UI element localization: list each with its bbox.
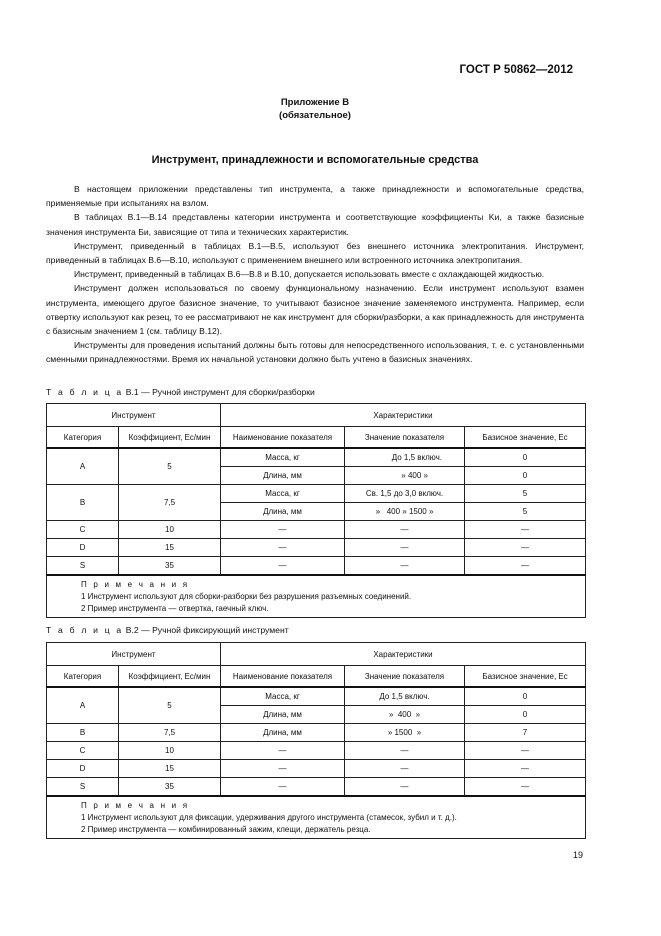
note-item: 1 Инструмент используют для фиксации, удерживания другого инструмента (стамесок, зубил и т. д.). — [81, 813, 457, 822]
table2-caption-text: В.2 — Ручной фиксирующий инструмент — [125, 625, 289, 635]
table1-caption — [46, 387, 315, 397]
table1-col-base: Базисное значение, Ес — [465, 427, 586, 449]
table1-caption-text: В.1 — Ручной инструмент для сборки/разборки — [125, 387, 315, 397]
table2-caption — [46, 625, 289, 635]
cell-category: B — [47, 724, 119, 742]
cell-coefficient: 15 — [119, 539, 221, 557]
note-item: 2 Пример инструмента — комбинированный зажим, клещи, держатель резца. — [81, 825, 371, 834]
cell-base: 5 — [465, 485, 586, 503]
cell-value: До 1,5 включ. — [345, 448, 465, 467]
table-row — [47, 485, 586, 503]
cell-coefficient: 7,5 — [119, 724, 221, 742]
table1 — [46, 403, 586, 618]
cell-value: » 400 » — [345, 706, 465, 724]
table1-notes — [47, 575, 586, 618]
paragraph: Инструмент должен использоваться по своему функциональному назначению. Если инструмент используют взамен инструмента, имеющего другое базисное значение, то учитывают базисное значение заменяемого инструмента. Например, если отвертку используют как резец, то ее рассматривают не как инструмент для сборки/разборки, а как принадлежность для инструмента с базисным значением 1 (см. таблицу В.12). — [46, 283, 584, 337]
cell-value: » 400 » 1500 » — [345, 503, 465, 521]
table2-col-value: Значение показателя — [345, 666, 465, 688]
table-row — [47, 778, 586, 797]
intro-text — [46, 182, 584, 367]
table1-col-name: Наименование показателя — [221, 427, 345, 449]
cell-value: — — [345, 778, 465, 797]
cell-base: 5 — [465, 503, 586, 521]
cell-category: A — [47, 448, 119, 485]
table2-caption-prefix: Т а б л и ц а — [46, 625, 124, 635]
cell-coefficient: 10 — [119, 742, 221, 760]
document-code: ГОСТ Р 50862—2012 — [459, 64, 573, 76]
table1-group-characteristics: Характеристики — [221, 404, 586, 427]
table2-col-name: Наименование показателя — [221, 666, 345, 688]
cell-name: — — [221, 539, 345, 557]
table-row — [47, 521, 586, 539]
table-row — [47, 687, 586, 706]
cell-name: Масса, кг — [221, 448, 345, 467]
cell-base: 0 — [465, 467, 586, 485]
appendix-subtitle: (обязательное) — [279, 110, 351, 121]
table-row — [47, 742, 586, 760]
cell-category: D — [47, 539, 119, 557]
cell-name: Длина, мм — [221, 503, 345, 521]
paragraph: В настоящем приложении представлены тип инструмента, а также принадлежности и вспомогательные средства, применяемые при испытаниях на взлом. — [46, 184, 584, 209]
cell-value: — — [345, 557, 465, 576]
table-row — [47, 724, 586, 742]
cell-base: 0 — [465, 448, 586, 467]
cell-name: — — [221, 778, 345, 797]
cell-coefficient: 35 — [119, 778, 221, 797]
table2 — [46, 642, 586, 839]
cell-base: 0 — [465, 706, 586, 724]
table2-col-category: Категория — [47, 666, 119, 688]
table1-col-coefficient: Коэффициент, Ес/мин — [119, 427, 221, 449]
cell-base: — — [465, 521, 586, 539]
cell-coefficient: 35 — [119, 557, 221, 576]
cell-coefficient: 10 — [119, 521, 221, 539]
cell-base: — — [465, 742, 586, 760]
cell-value: » 400 » — [345, 467, 465, 485]
cell-value: — — [345, 539, 465, 557]
table2-col-base: Базисное значение, Ес — [465, 666, 586, 688]
paragraph: Инструмент, приведенный в таблицах В.1—В.5, используют без внешнего источника электропитания. Инструмент, приведенный в таблицах В.6—В.10, используют с применением внешнего или встроенного источника электропитания. — [46, 240, 584, 266]
cell-base: — — [465, 760, 586, 778]
cell-name: Масса, кг — [221, 687, 345, 706]
cell-category: D — [47, 760, 119, 778]
cell-value: — — [345, 521, 465, 539]
cell-coefficient: 15 — [119, 760, 221, 778]
cell-category: B — [47, 485, 119, 521]
table2-group-instrument: Инструмент — [47, 643, 221, 666]
cell-category: C — [47, 521, 119, 539]
table-row — [47, 539, 586, 557]
table1-col-value: Значение показателя — [345, 427, 465, 449]
section-title: Инструмент, принадлежности и вспомогательные средства — [151, 154, 479, 166]
table-row — [47, 760, 586, 778]
cell-name: Масса, кг — [221, 485, 345, 503]
cell-name: Длина, мм — [221, 467, 345, 485]
cell-coefficient: 5 — [119, 687, 221, 724]
table2-group-characteristics: Характеристики — [221, 643, 586, 666]
cell-category: S — [47, 778, 119, 797]
paragraph: В таблицах В.1—В.14 представлены категории инструмента и соответствующие коэффициенты Kи, а также базисные значения инструмента Би, зависящие от типа и технических характеристик. — [46, 212, 584, 237]
cell-value: — — [345, 742, 465, 760]
cell-name: — — [221, 557, 345, 576]
notes-title: П р и м е ч а н и я — [81, 801, 190, 810]
cell-name: Длина, мм — [221, 724, 345, 742]
cell-name: Длина, мм — [221, 706, 345, 724]
page-number: 19 — [572, 850, 583, 860]
paragraph: Инструмент, приведенный в таблицах В.6—В.8 и В.10, допускается использовать вместе с охлаждающей жидкостью. — [74, 269, 545, 280]
cell-category: S — [47, 557, 119, 576]
cell-value: » 1500 » — [345, 724, 465, 742]
cell-coefficient: 5 — [119, 448, 221, 485]
table1-col-category: Категория — [47, 427, 119, 449]
cell-value: Св. 1,5 до 3,0 включ. — [345, 485, 465, 503]
cell-coefficient: 7,5 — [119, 485, 221, 521]
appendix-title: Приложение В — [280, 97, 350, 108]
cell-name: — — [221, 760, 345, 778]
paragraph: Инструменты для проведения испытаний должны быть готовы для непосредственного использования, т. е. с установленными сменными принадлежностями. Время их начальной установки должно быть учтено в базисных значениях. — [46, 340, 584, 365]
cell-base: 7 — [465, 724, 586, 742]
table-row — [47, 557, 586, 576]
cell-base: — — [465, 539, 586, 557]
cell-name: — — [221, 521, 345, 539]
cell-value: До 1,5 включ. — [345, 687, 465, 706]
cell-base: 0 — [465, 687, 586, 706]
notes-title: П р и м е ч а н и я — [81, 580, 190, 589]
note-item: 1 Инструмент используют для сборки-разборки без разрушения разъемных соединений. — [81, 592, 412, 601]
table1-caption-prefix: Т а б л и ц а — [46, 387, 124, 397]
note-item: 2 Пример инструмента — отвертка, гаечный ключ. — [81, 604, 269, 613]
cell-category: C — [47, 742, 119, 760]
table-row — [47, 448, 586, 467]
cell-name: — — [221, 742, 345, 760]
table1-group-instrument: Инструмент — [47, 404, 221, 427]
cell-category: A — [47, 687, 119, 724]
table2-col-coefficient: Коэффициент, Ес/мин — [119, 666, 221, 688]
cell-base: — — [465, 778, 586, 797]
table2-notes — [47, 796, 586, 839]
cell-base: — — [465, 557, 586, 576]
cell-value: — — [345, 760, 465, 778]
